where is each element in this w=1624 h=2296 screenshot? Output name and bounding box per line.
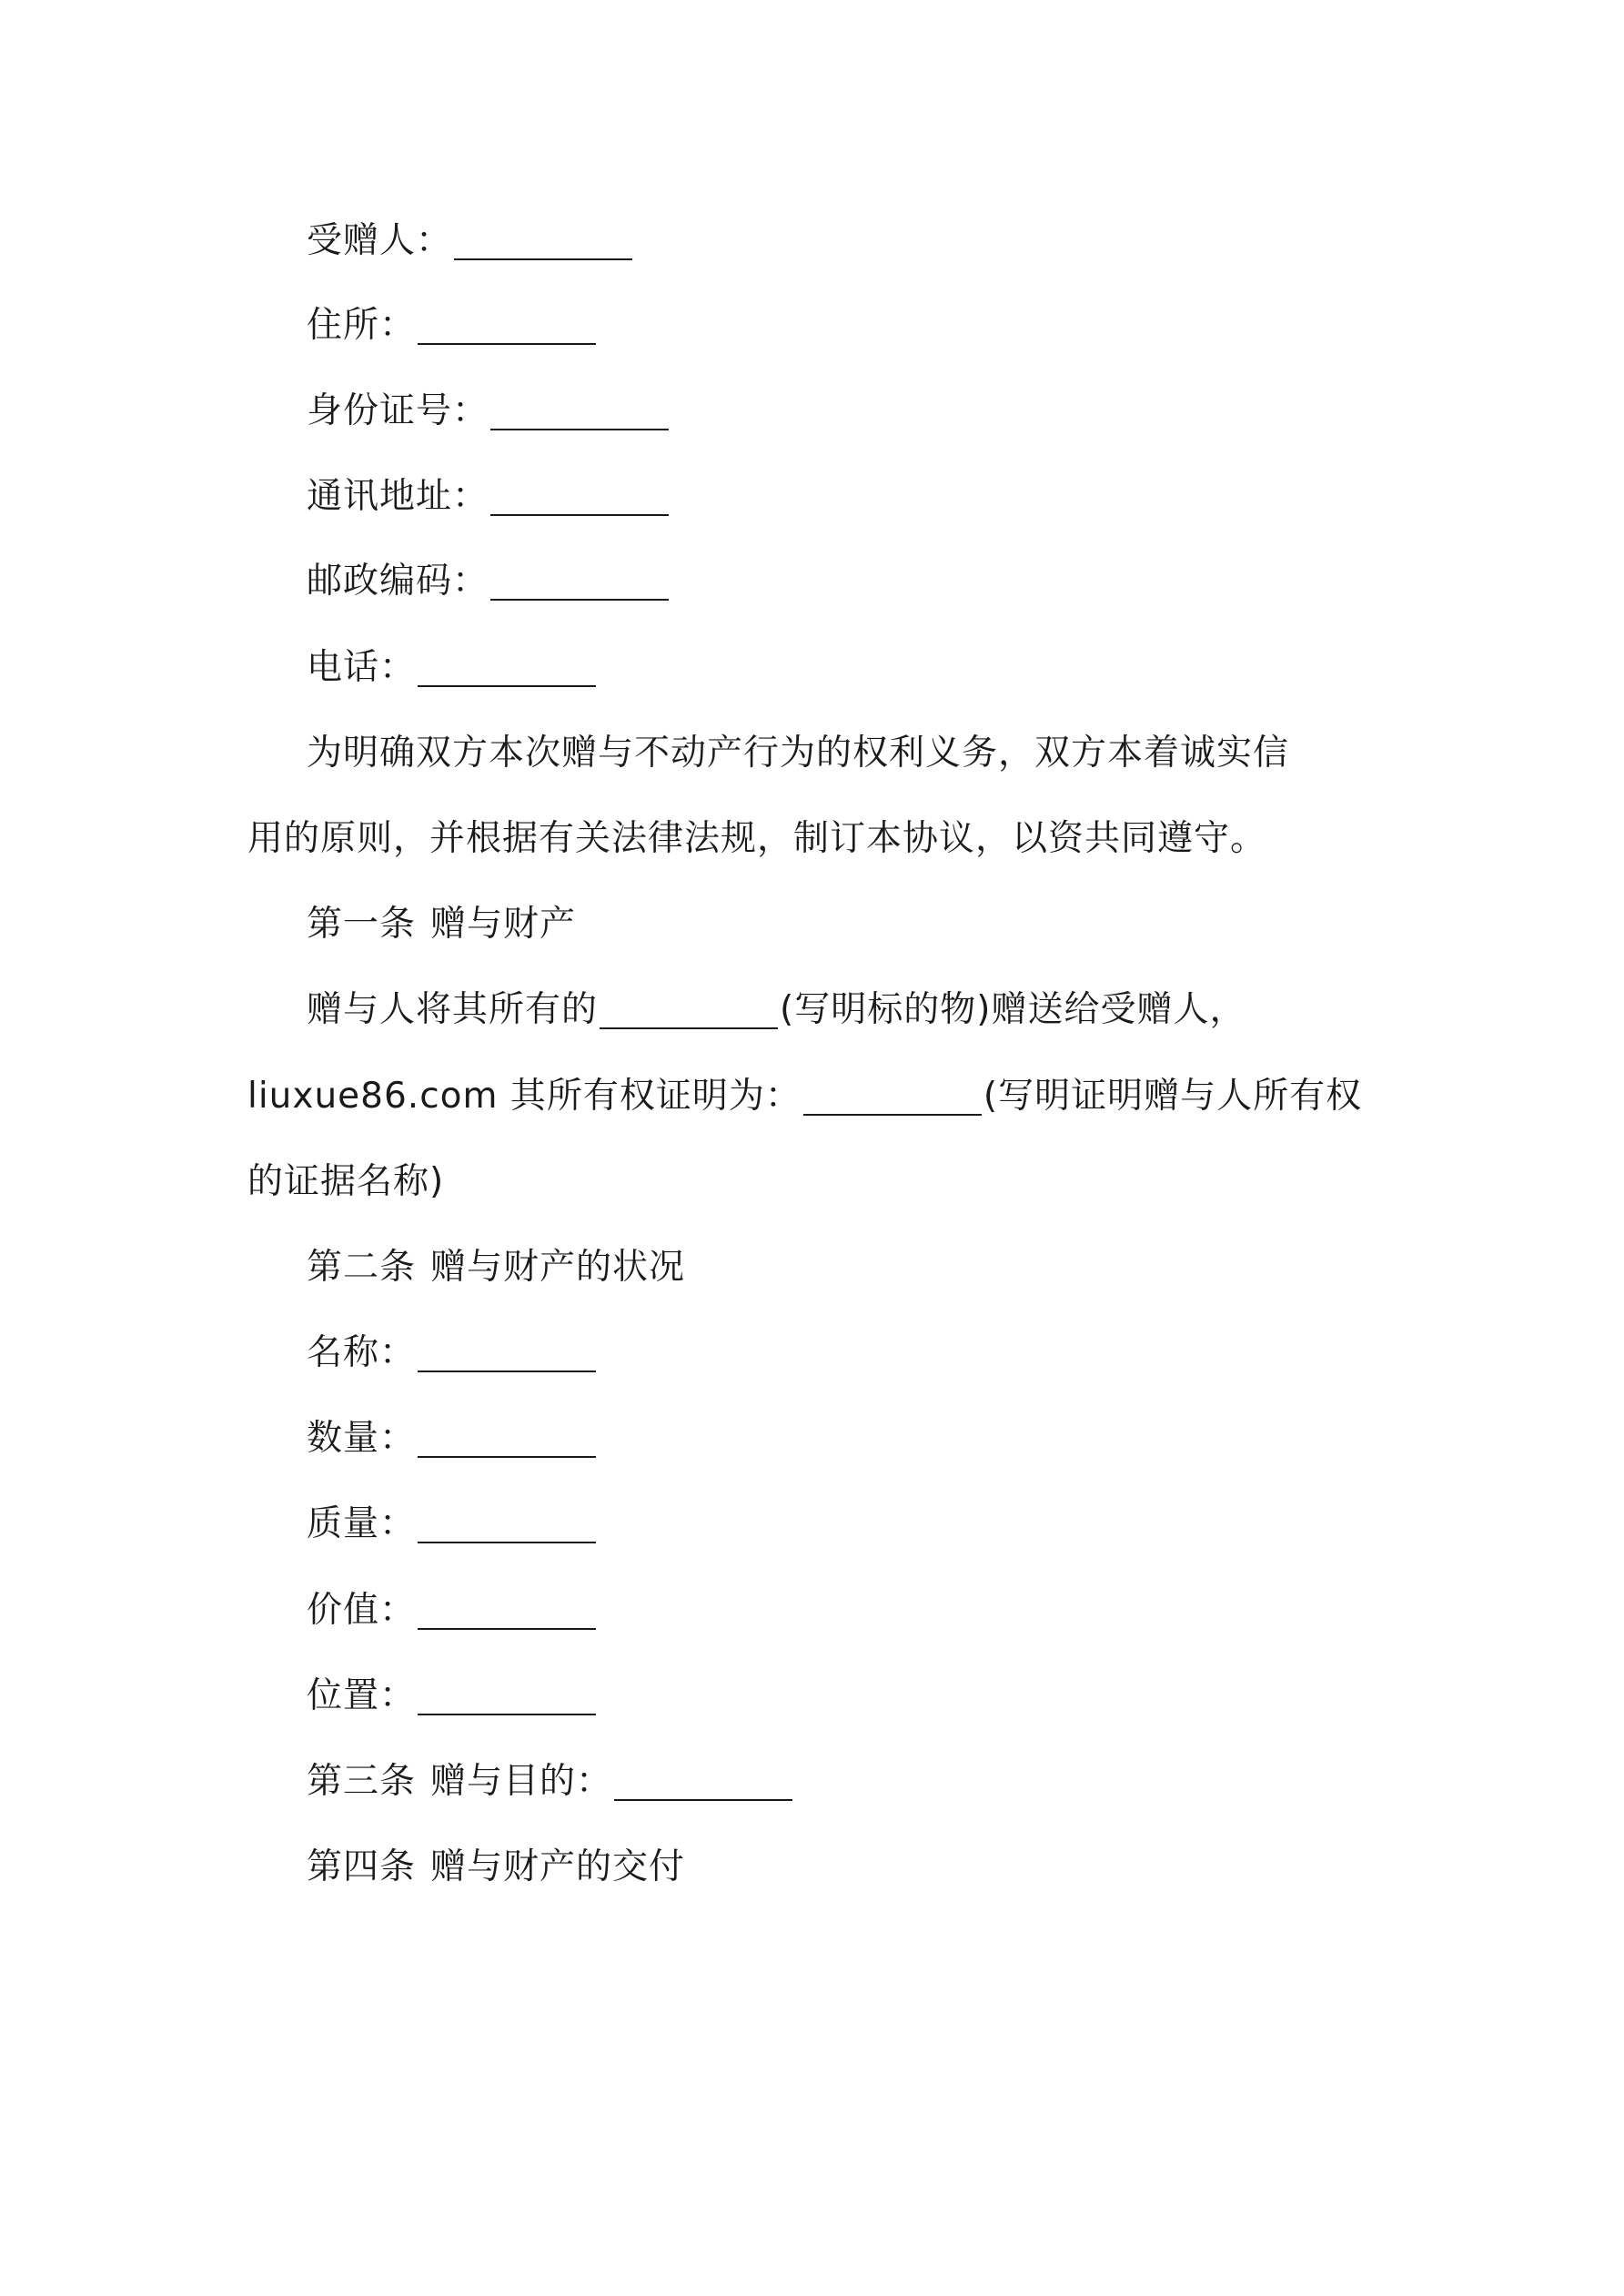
article4-heading [307,1845,685,1890]
property-value-line [307,1588,598,1633]
article1-body-line-2 [247,1074,1362,1119]
article1-title: 赠与财产 [430,904,577,945]
id-number-line [307,389,671,434]
residence-blank[interactable] [418,303,596,345]
article1-number: 第一条 [307,904,417,945]
article3-number: 第三条 [307,1761,417,1802]
ownership-proof-blank[interactable] [803,1074,982,1116]
article2-heading [307,1245,685,1290]
residence-label: 住所： [307,305,417,346]
article1-body-prefix: 赠与人将其所有的 [307,989,599,1030]
phone-blank[interactable] [418,645,596,687]
property-name-line [307,1330,598,1376]
preamble-line-2: 用的原则，并根据有关法律法规，制订本协议，以资共同遵守。 [247,818,1267,859]
preamble-line-1: 为明确双方本次赠与不动产行为的权利义务，双方本着诚实信 [307,733,1290,774]
property-value-label: 价值： [307,1590,417,1631]
property-location-line [307,1674,598,1719]
property-quality-blank[interactable] [418,1502,596,1543]
mail-address-blank[interactable] [490,474,669,516]
article1-proof-prefix: liuxue86.com 其所有权证明为： [247,1076,802,1117]
article3-title: 赠与目的： [430,1761,613,1802]
article3-heading [307,1759,794,1805]
gift-purpose-blank[interactable] [614,1759,792,1801]
recipient-label: 受赠人： [307,220,453,261]
property-quality-label: 质量： [307,1503,417,1544]
recipient-line [307,218,634,264]
recipient-blank[interactable] [454,218,632,260]
property-quality-line [307,1502,598,1547]
article1-body-line-3: 的证据名称) [247,1161,445,1202]
article1-heading [307,902,576,947]
mail-address-line [307,474,671,520]
article4-number: 第四条 [307,1846,417,1887]
property-value-blank[interactable] [418,1588,596,1630]
property-quantity-line [307,1416,598,1462]
postal-code-line [307,559,671,604]
property-location-label: 位置： [307,1675,417,1716]
residence-line [307,303,598,349]
subject-matter-blank[interactable] [600,987,778,1029]
id-number-label: 身份证号： [307,390,489,431]
property-quantity-label: 数量： [307,1418,417,1459]
id-number-blank[interactable] [490,389,669,430]
postal-code-blank[interactable] [490,559,669,601]
postal-code-label: 邮政编码： [307,561,489,602]
property-location-blank[interactable] [418,1674,596,1715]
phone-line [307,645,598,691]
property-quantity-blank[interactable] [418,1416,596,1458]
article1-body-suffix: (写明标的物)赠送给受赠人， [780,989,1246,1030]
phone-label: 电话： [307,647,417,688]
article2-title: 赠与财产的状况 [430,1247,686,1288]
mail-address-label: 通讯地址： [307,476,489,517]
property-name-blank[interactable] [418,1330,596,1372]
article4-title: 赠与财产的交付 [430,1846,686,1887]
property-name-label: 名称： [307,1332,417,1373]
article1-body-line-1 [307,987,1246,1033]
article2-number: 第二条 [307,1247,417,1288]
article1-proof-suffix: (写明证明赠与人所有权 [983,1076,1363,1117]
